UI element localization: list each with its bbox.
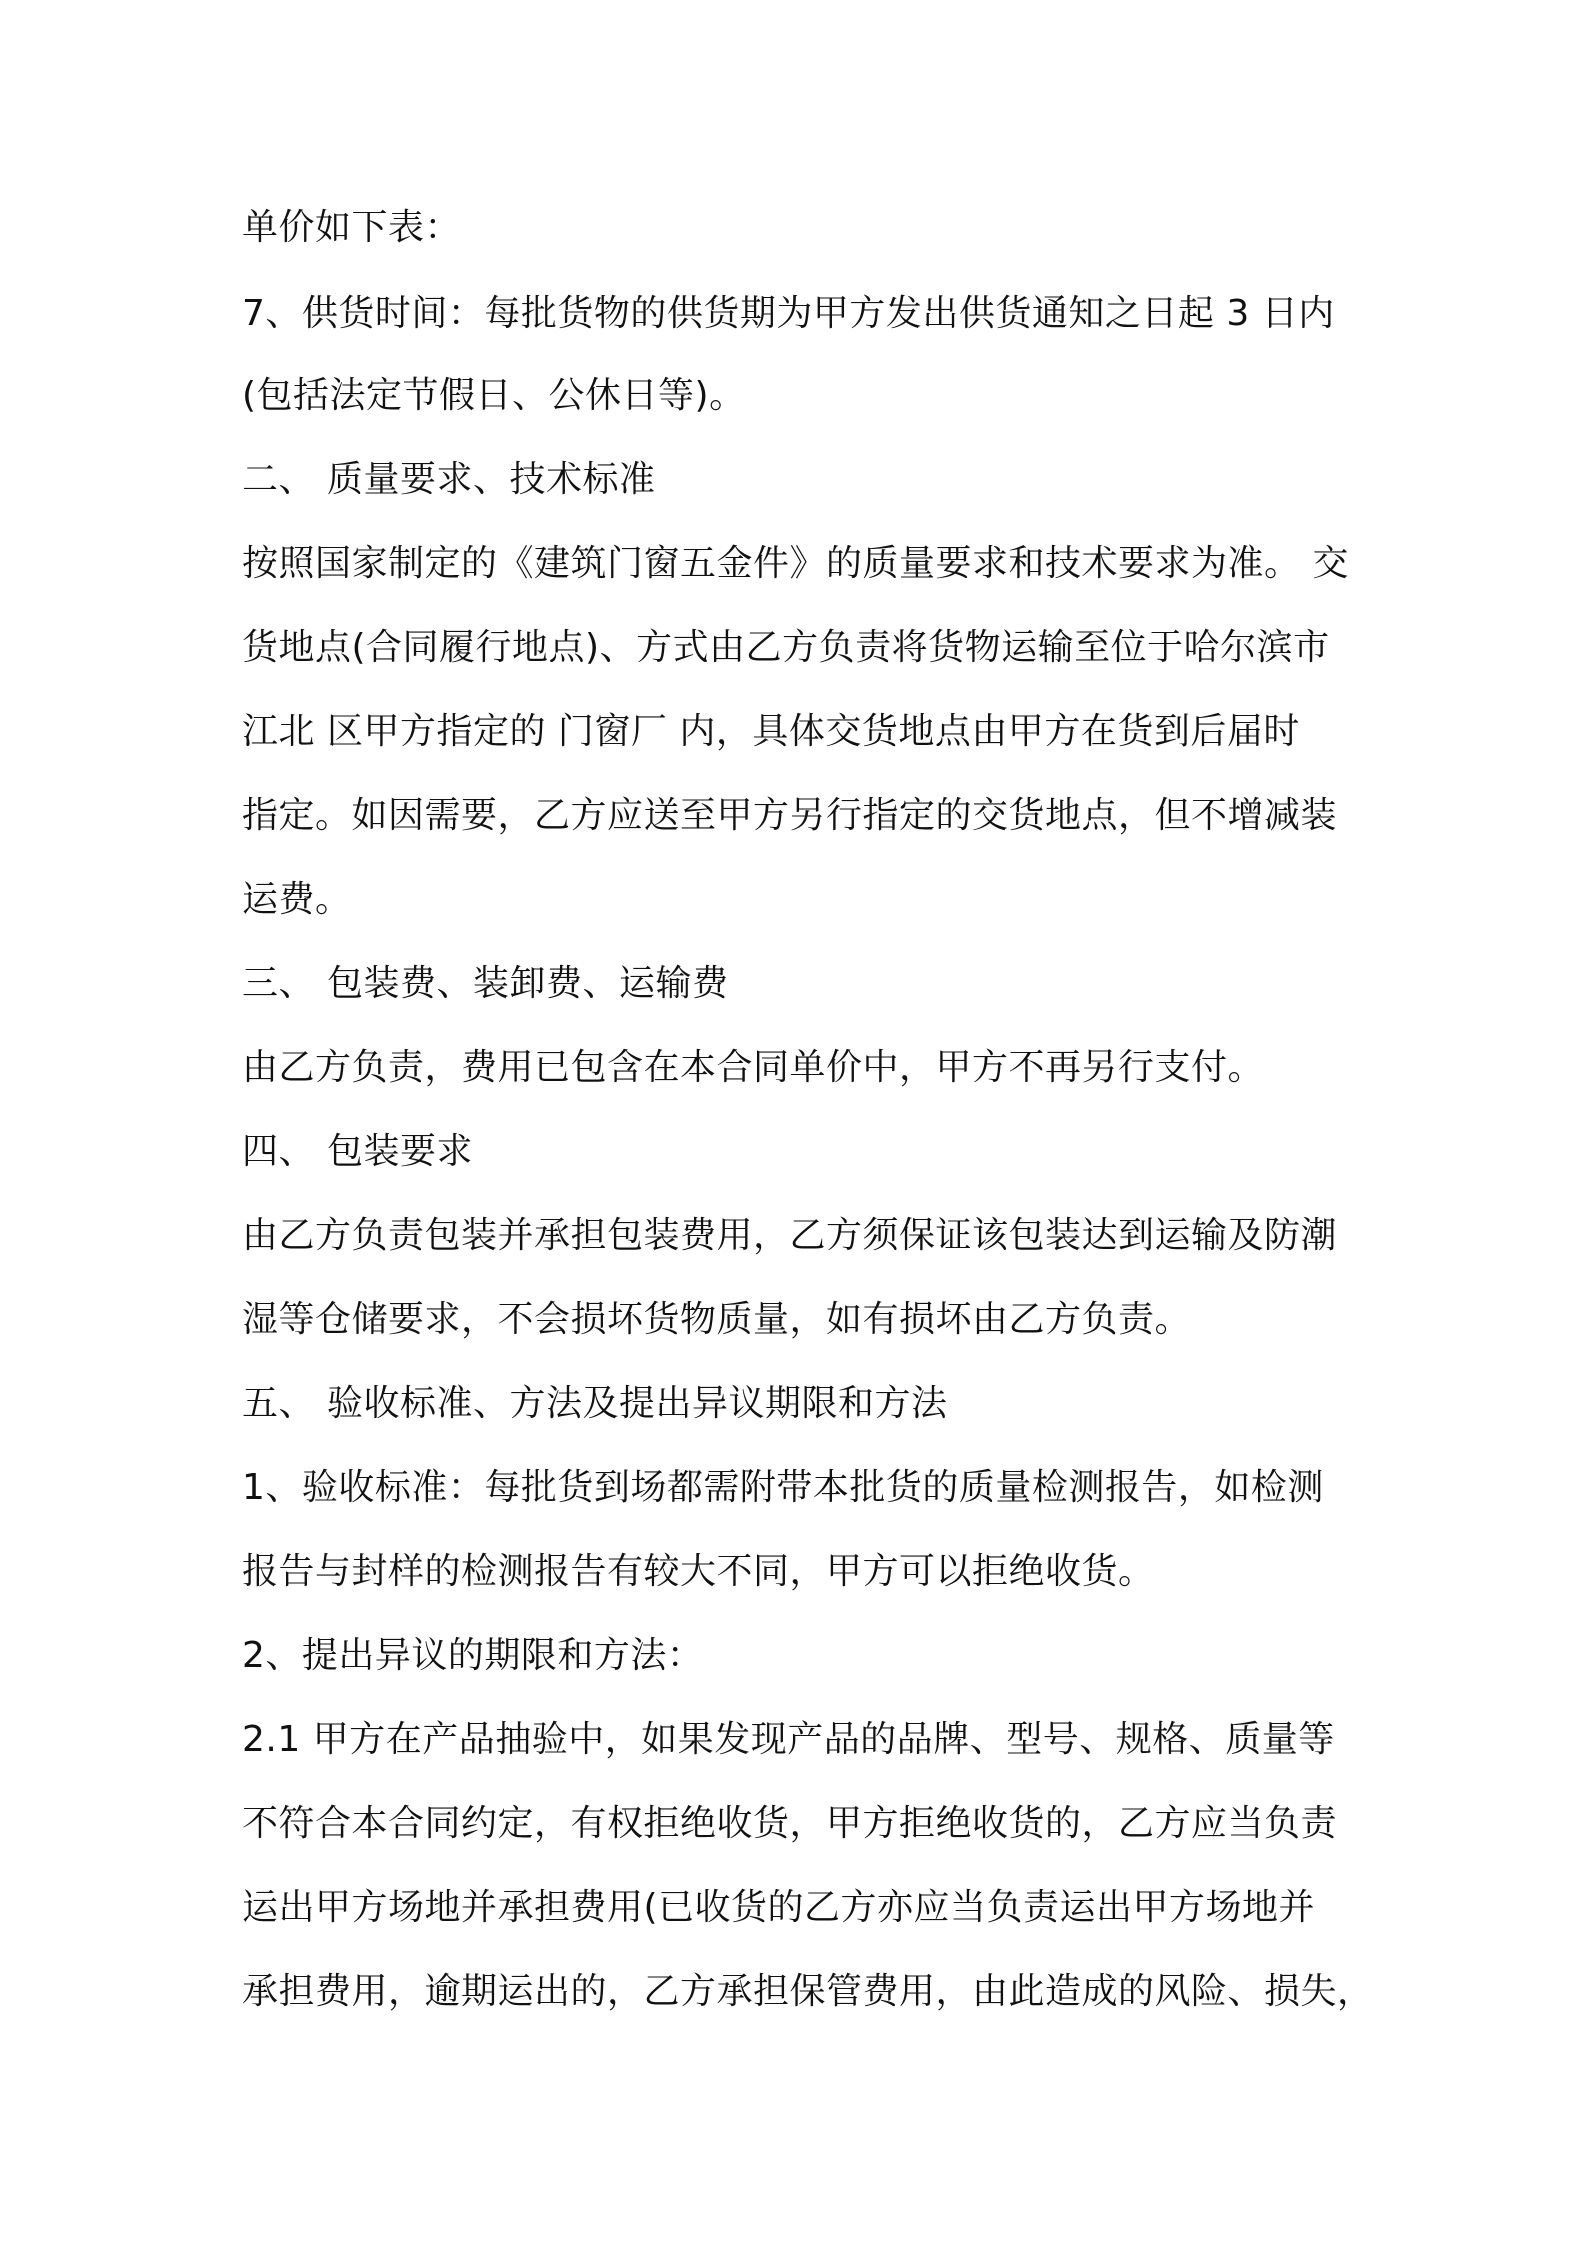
text-line: 2.1 甲方在产品抽验中，如果发现产品的品牌、型号、规格、质量等: [242, 1719, 1335, 1760]
text-line: 报告与封样的检测报告有较大不同，甲方可以拒绝收货。: [242, 1551, 1155, 1592]
section-heading: 五、 验收标准、方法及提出异议期限和方法: [242, 1383, 948, 1424]
text-line: 由乙方负责，费用已包含在本合同单价中，甲方不再另行支付。: [242, 1047, 1265, 1088]
text-line: 运费。: [242, 879, 352, 920]
text-line: 由乙方负责包装并承担包装费用，乙方须保证该包装达到运输及防潮: [242, 1215, 1338, 1256]
section-heading: 四、 包装要求: [242, 1131, 473, 1172]
text-line: 7、供货时间：每批货物的供货期为甲方发出供货通知之日起 3 日内: [242, 293, 1335, 334]
text-line: 单价如下表：: [242, 207, 462, 248]
text-line: 江北 区甲方指定的 门窗厂 内，具体交货地点由甲方在货到后届时: [242, 711, 1300, 752]
section-heading: 三、 包装费、装卸费、运输费: [242, 963, 729, 1004]
text-line: 货地点(合同履行地点)、方式由乙方负责将货物运输至位于哈尔滨市: [242, 627, 1330, 668]
text-line: 运出甲方场地并承担费用(已收货的乙方亦应当负责运出甲方场地并: [242, 1887, 1316, 1928]
text-line: (包括法定节假日、公休日等)。: [242, 375, 746, 416]
text-line: 指定。如因需要，乙方应送至甲方另行指定的交货地点，但不增减装: [242, 795, 1338, 836]
text-line: 湿等仓储要求，不会损坏货物质量，如有损坏由乙方负责。: [242, 1299, 1192, 1340]
text-line: 不符合本合同约定，有权拒绝收货，甲方拒绝收货的，乙方应当负责: [242, 1803, 1338, 1844]
text-line: 1、验收标准：每批货到场都需附带本批货的质量检测报告，如检测: [242, 1467, 1324, 1508]
section-heading: 二、 质量要求、技术标准: [242, 459, 656, 500]
text-line: 2、提出异议的期限和方法：: [242, 1635, 704, 1676]
text-line: 承担费用，逾期运出的，乙方承担保管费用，由此造成的风险、损失，: [242, 1971, 1374, 2012]
text-line: 按照国家制定的《建筑门窗五金件》的质量要求和技术要求为准。 交: [242, 543, 1349, 584]
